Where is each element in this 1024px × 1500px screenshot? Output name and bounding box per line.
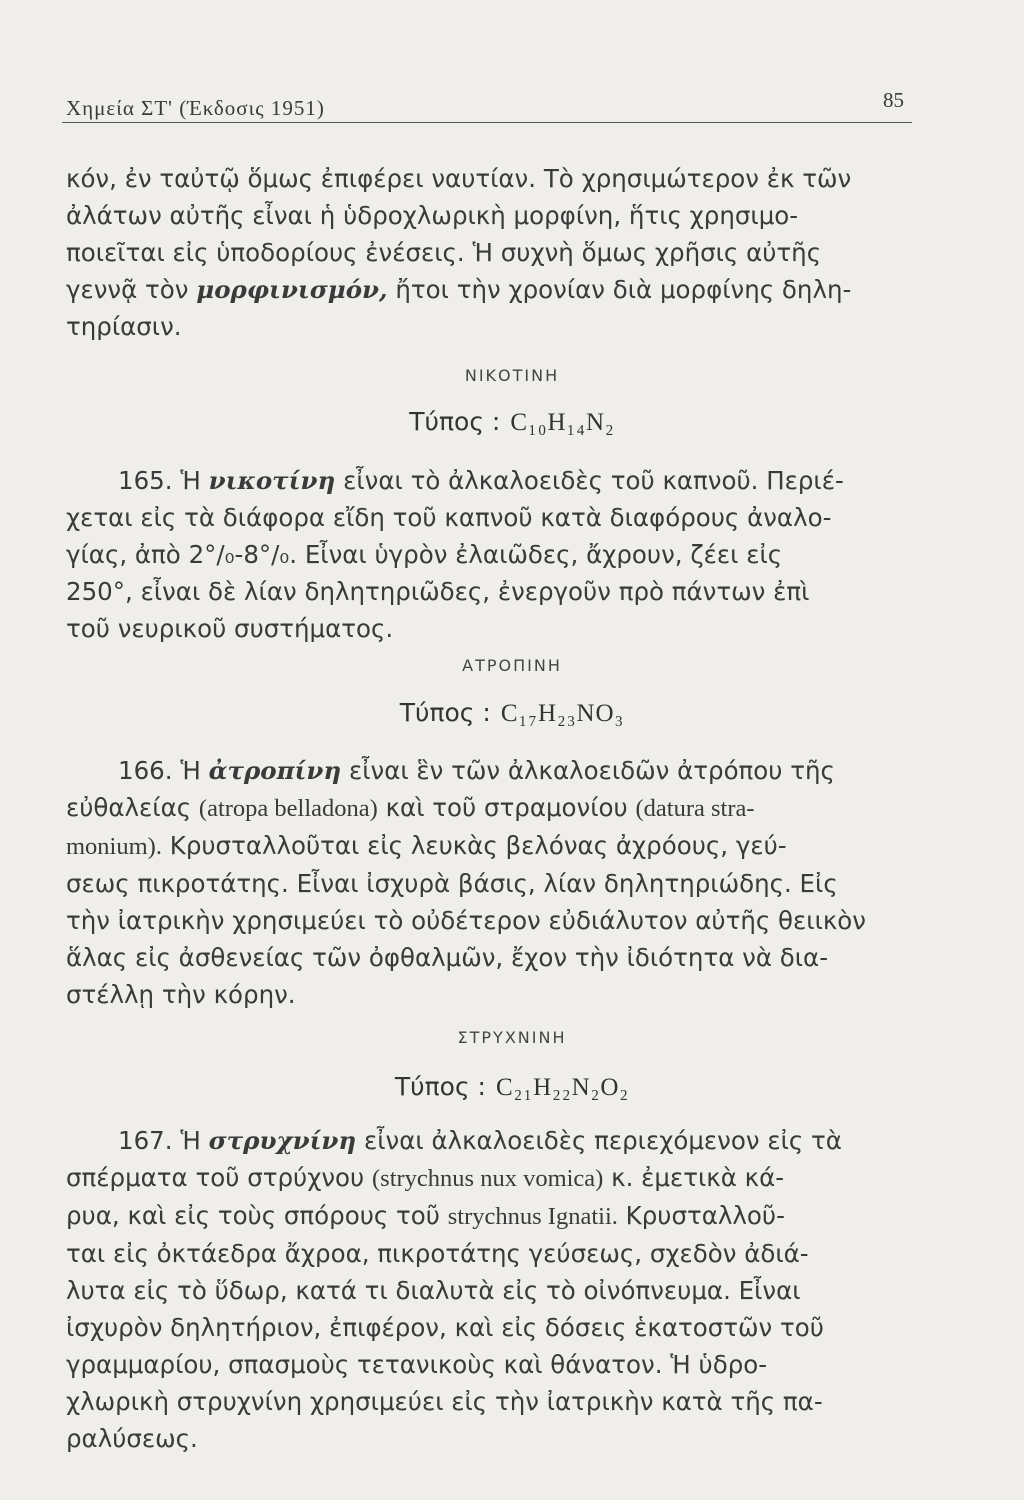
section-number: 167.	[118, 1126, 173, 1155]
page-header	[62, 88, 912, 123]
text-fragment: εἶναι τὸ ἀλκαλοειδὲς τοῦ καπνοῦ. Περιέ-	[335, 466, 844, 495]
latin-name: (datura stra-	[635, 795, 755, 822]
para-line: τοῦ νευρικοῦ συστήματος.	[66, 614, 394, 643]
para-line: ραλύσεως.	[66, 1424, 198, 1453]
para-line: γραμμαρίου, σπασμοὺς τετανικοὺς καὶ θάνατον. Ἡ ὑδρο-	[66, 1350, 768, 1379]
intro-paragraph	[66, 160, 918, 345]
text-fragment: Ἡ	[172, 466, 209, 495]
text-fragment: εἶναι ἀλκαλοειδὲς περιεχόμενον εἰς τὰ	[356, 1126, 842, 1155]
term-morphinism: μορφινισμόν,	[196, 275, 388, 304]
formula-label: Τύπος :	[409, 407, 501, 436]
text-fragment: σπέρματα τοῦ στρύχνου	[66, 1163, 372, 1192]
para-line	[66, 789, 918, 827]
paragraph-167	[66, 1122, 918, 1457]
text-fragment: εἶναι ἓν τῶν ἀλκαλοειδῶν ἀτρόπου τῆς	[341, 756, 835, 785]
latin-name: (atropa belladona)	[198, 795, 378, 822]
para-line	[66, 752, 918, 789]
para-line: ἅλας εἰς ἀσθενείας τῶν ὀφθαλμῶν, ἔχον τὴν ἰδιότητα νὰ δια-	[66, 943, 829, 972]
page-number: 85	[883, 88, 904, 112]
text-fragment: ἤτοι τὴν χρονίαν διὰ μορφίνης δηλη-	[387, 275, 852, 304]
formula-value: C₁₇H₂₃NO₃	[500, 700, 625, 727]
text-fragment: καὶ τοῦ στραμονίου	[377, 793, 636, 822]
intro-line: ἀλάτων αὐτῆς εἶναι ἡ ὑδροχλωρικὴ μορφίνη, ἥτις χρησιμο-	[66, 201, 799, 230]
para-line	[66, 827, 918, 865]
para-line	[66, 1122, 918, 1159]
latin-name: (strychnus nux vomica)	[372, 1165, 604, 1192]
section-number: 165.	[118, 466, 173, 495]
para-line: ται εἰς ὀκτάεδρα ἄχροα, πικροτάτης γεύσεως, σχεδὸν ἀδιά-	[66, 1239, 809, 1268]
term-atropine: ἀτροπίνη	[208, 756, 342, 785]
text-fragment: Ἡ	[172, 1126, 209, 1155]
para-line: χλωρικὴ στρυχνίνη χρησιμεύει εἰς τὴν ἰατρικὴν κατὰ τῆς πα-	[66, 1387, 823, 1416]
formula-value: C₂₁H₂₂N₂O₂	[496, 1074, 630, 1101]
text-fragment: Κρυσταλλοῦ-	[617, 1201, 785, 1230]
text-fragment: κ. ἐμετικὰ κά-	[603, 1163, 785, 1192]
para-line: τὴν ἰατρικὴν χρησιμεύει τὸ οὐδέτερον εὐδιάλυτον αὐτῆς θειικὸν	[66, 906, 866, 935]
para-line: 250°, εἶναι δὲ λίαν δηλητηριῶδες, ἐνεργοῦν πρὸ πάντων ἐπὶ	[66, 577, 810, 606]
para-line: γίας, ἀπὸ 2°/₀-8°/₀. Εἶναι ὑγρὸν ἐλαιῶδες, ἄχρουν, ζέει εἰς	[66, 540, 783, 569]
text-fragment: γεννᾷ τὸν	[66, 275, 197, 304]
intro-line: τηρίασιν.	[66, 312, 182, 341]
para-line	[66, 462, 918, 499]
latin-name: monium).	[66, 833, 162, 860]
para-line	[66, 1197, 918, 1235]
intro-line: ποιεῖται εἰς ὑποδορίους ἐνέσεις. Ἡ συχνὴ ὅμως χρῆσις αὐτῆς	[66, 238, 822, 267]
paragraph-165	[66, 462, 918, 647]
section-title-strychnine: ΣΤΡΥΧΝΙΝΗ	[457, 1028, 567, 1047]
paragraph-166	[66, 752, 918, 1013]
para-line: λυτα εἰς τὸ ὕδωρ, κατά τι διαλυτὰ εἰς τὸ οἰνόπνευμα. Εἶναι	[66, 1276, 801, 1305]
text-fragment: εὐθαλείας	[66, 793, 199, 822]
para-line: στέλλῃ τὴν κόρην.	[66, 980, 296, 1009]
term-nicotine: νικοτίνη	[208, 466, 336, 495]
formula-nicotine	[0, 407, 1024, 437]
text-fragment: ρυα, καὶ εἰς τοὺς σπόρους τοῦ	[66, 1201, 448, 1230]
formula-label: Τύπος :	[394, 1072, 486, 1101]
text-fragment: Κρυσταλλοῦται εἰς λευκὰς βελόνας ἀχρόους, γεύ-	[161, 831, 787, 860]
para-line: ἰσχυρὸν δηλητήριον, ἐπιφέρον, καὶ εἰς δόσεις ἑκατοστῶν τοῦ	[66, 1313, 824, 1342]
intro-line: κόν, ἐν ταὐτῷ ὅμως ἐπιφέρει ναυτίαν. Τὸ χρησιμώτερον ἐκ τῶν	[66, 164, 852, 193]
formula-atropine	[0, 698, 1024, 728]
latin-name: strychnus Ignatii.	[447, 1203, 618, 1230]
para-line	[66, 1159, 918, 1197]
formula-value: C₁₀H₁₄N₂	[510, 409, 615, 436]
intro-line	[66, 271, 918, 308]
text-fragment: Ἡ	[172, 756, 209, 785]
para-line: χεται εἰς τὰ διάφορα εἴδη τοῦ καπνοῦ κατὰ διαφόρους ἀναλο-	[66, 503, 832, 532]
term-strychnine: στρυχνίνη	[208, 1126, 357, 1155]
section-number: 166.	[118, 756, 173, 785]
section-title-nicotine: ΝΙΚΟΤΙΝΗ	[464, 366, 560, 385]
formula-label: Τύπος :	[399, 698, 491, 727]
para-line: σεως πικροτάτης. Εἶναι ἰσχυρὰ βάσις, λίαν δηλητηριώδης. Εἰς	[66, 869, 838, 898]
section-title-atropine: ΑΤΡΟΠΙΝΗ	[462, 656, 562, 675]
formula-strychnine	[0, 1072, 1024, 1102]
running-title: Χημεία ΣΤ' (Έκδοσις 1951)	[66, 96, 325, 120]
